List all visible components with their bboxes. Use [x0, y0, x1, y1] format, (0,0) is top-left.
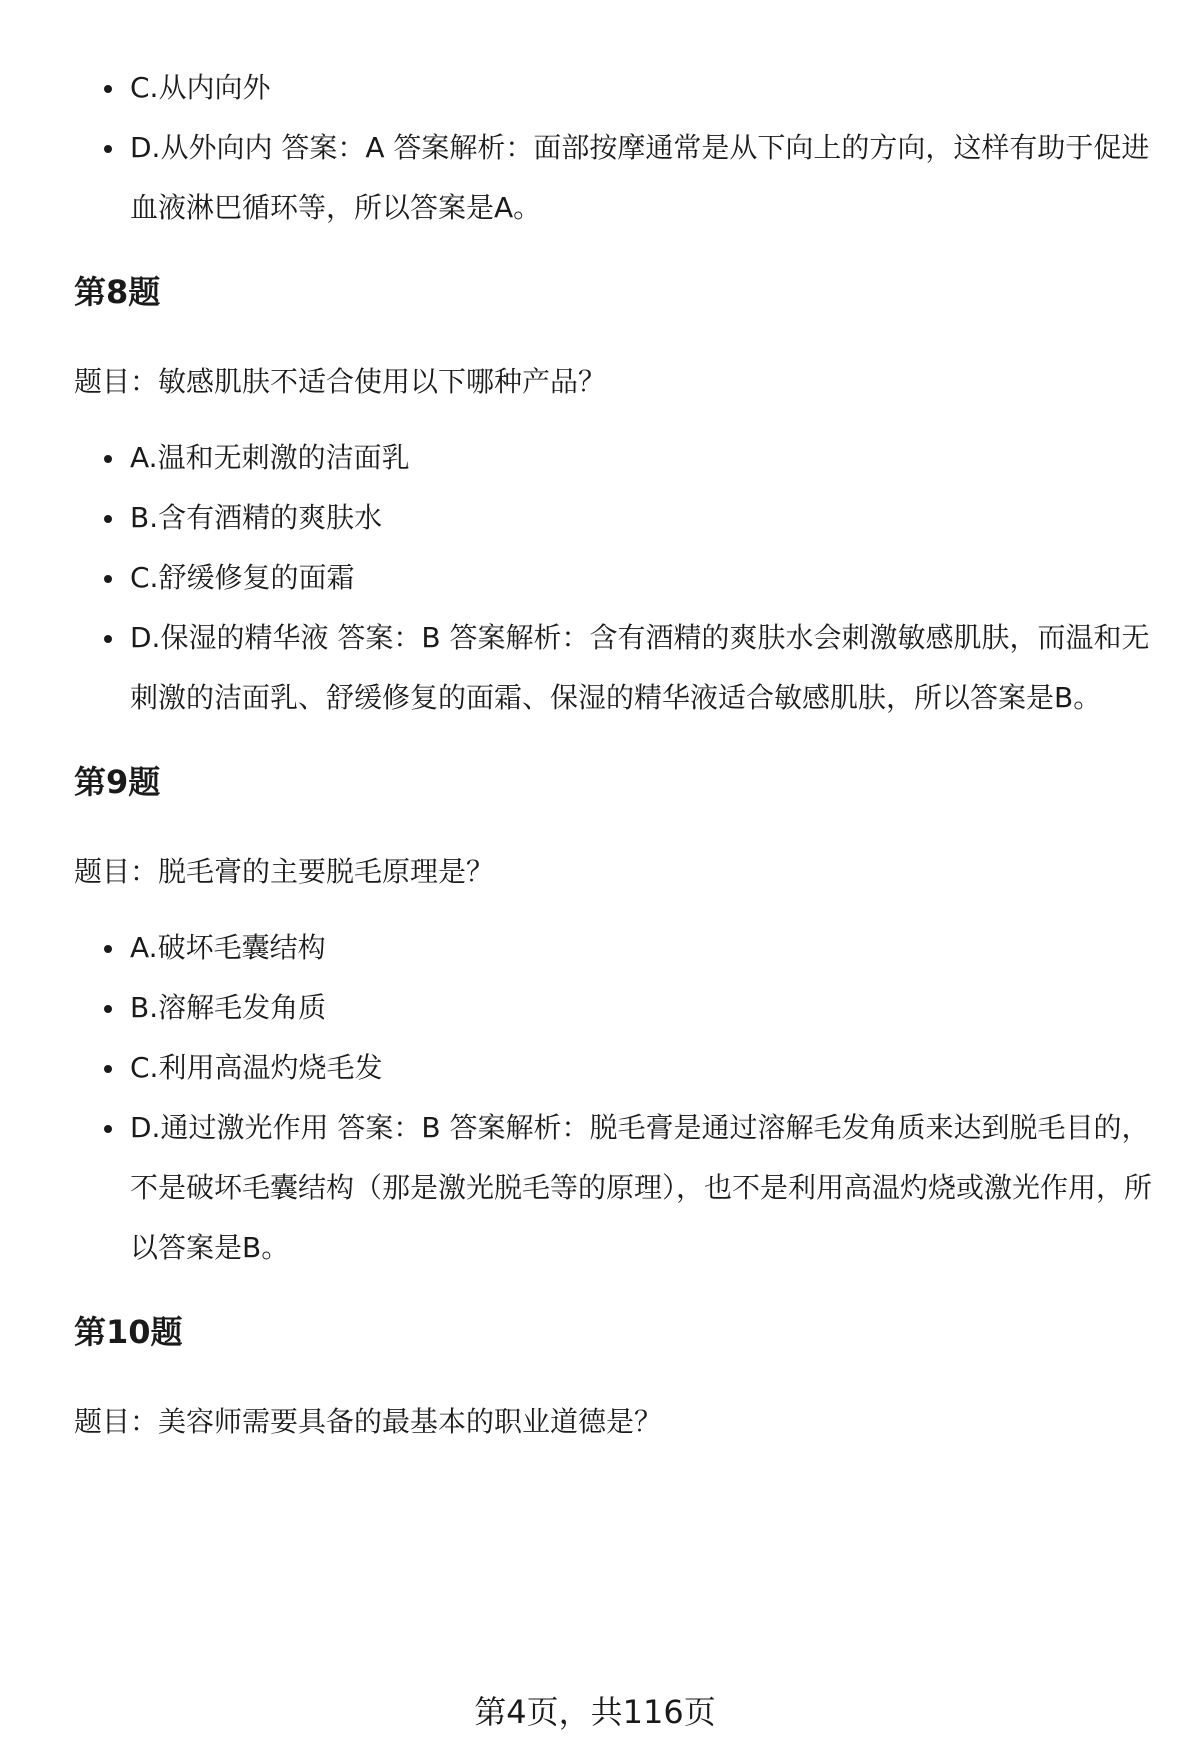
q8-option-a: A.温和无刺激的洁面乳 [74, 428, 1164, 488]
q10-question: 题目：美容师需要具备的最基本的职业道德是？ [74, 1405, 663, 1438]
q7-options-list [74, 58, 1164, 238]
q8-option-b: B.含有酒精的爽肤水 [74, 488, 1164, 548]
q7-option-c: C.从内向外 [74, 58, 1164, 118]
q8-options-list [74, 428, 1164, 728]
q9-option-d-answer: D.通过激光作用 答案：B 答案解析：脱毛膏是通过溶解毛发角质来达到脱毛目的，不是破坏毛囊结构（那是激光脱毛等的原理），也不是利用高温灼烧或激光作用，所以答案是B。 [74, 1098, 1164, 1278]
q8-option-d-answer: D.保湿的精华液 答案：B 答案解析：含有酒精的爽肤水会刺激敏感肌肤，而温和无刺激的洁面乳、舒缓修复的面霜、保湿的精华液适合敏感肌肤，所以答案是B。 [74, 608, 1164, 728]
q9-options-list [74, 918, 1164, 1278]
page-number-footer: 第4页，共116页 [474, 1693, 716, 1731]
q10-title: 第10题 [74, 1313, 183, 1351]
q8-title: 第8题 [74, 273, 161, 311]
q8-option-c: C.舒缓修复的面霜 [74, 548, 1164, 608]
q9-option-c: C.利用高温灼烧毛发 [74, 1038, 1164, 1098]
q9-question: 题目：脱毛膏的主要脱毛原理是？ [74, 855, 495, 888]
q7-option-d-answer: D.从外向内 答案：A 答案解析：面部按摩通常是从下向上的方向，这样有助于促进血液淋巴循环等，所以答案是A。 [74, 118, 1164, 238]
page-content [74, 58, 1164, 1442]
q9-option-a: A.破坏毛囊结构 [74, 918, 1164, 978]
q9-option-b: B.溶解毛发角质 [74, 978, 1164, 1038]
q9-title: 第9题 [74, 763, 161, 801]
q8-question: 题目：敏感肌肤不适合使用以下哪种产品？ [74, 365, 607, 398]
